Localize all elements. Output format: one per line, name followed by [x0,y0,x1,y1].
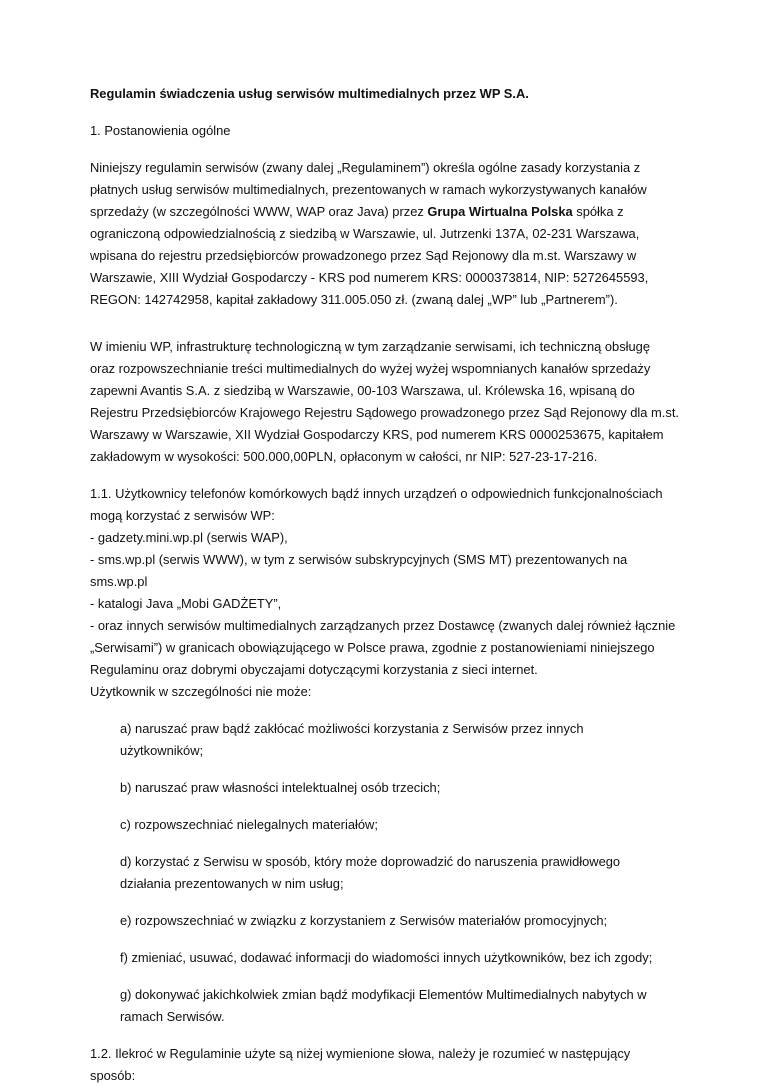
text-fragment: spółka z [572,204,624,219]
text-line: działania prezentowanych w nim usług; [120,876,344,891]
text-line: - katalogi Java „Mobi GADŻETY”, [90,596,282,611]
text-line: 1.2. Ilekroć w Regulaminie użyte są niżej wymienione słowa, należy je rozumieć w następujący [90,1046,631,1061]
text-line: - sms.wp.pl (serwis WWW), w tym z serwisów subskrypcyjnych (SMS MT) prezentowanych na [90,552,628,567]
paragraph-users [90,483,688,703]
text-line: g) dokonywać jakichkolwiek zmian bądź modyfikacji Elementów Multimedialnych nabytych w [120,987,647,1002]
list-item [120,851,688,895]
text-line: Warszawie, XIII Wydział Gospodarczy - KRS pod numerem KRS: 0000373814, NIP: 5272645593, [90,270,649,285]
list-item [120,984,688,1028]
text-line: e) rozpowszechniać w związku z korzystaniem z Serwisów materiałów promocyjnych; [120,913,608,928]
text-line: wpisana do rejestru przedsiębiorców prowadzonego przez Sąd Rejonowy dla m.st. Warszawy w [90,248,637,263]
list-item [120,777,688,799]
text-line: Warszawy w Warszawie, XII Wydział Gospodarczy KRS, pod numerem KRS 0000253675, kapitałem [90,427,664,442]
paragraph-definitions [90,1043,688,1087]
text-line: mogą korzystać z serwisów WP: [90,508,275,523]
text-line: użytkowników; [120,743,204,758]
text-line: 1.1. Użytkownicy telefonów komórkowych bądź innych urządzeń o odpowiednich funkcjonalnościach [90,486,663,501]
text-line: REGON: 142742958, kapitał zakładowy 311.005.050 zł. (zwaną dalej „WP” lub „Partnerem”). [90,292,618,307]
text-line: f) zmieniać, usuwać, dodawać informacji do wiadomości innych użytkowników, bez ich zgody; [120,950,653,965]
list-item [120,947,688,969]
text-line: b) naruszać praw własności intelektualnej osób trzecich; [120,780,441,795]
text-line [90,201,688,223]
text-line: W imieniu WP, infrastrukturę technologiczną w tym zarządzanie serwisami, ich techniczną obsługę [90,339,651,354]
text-line: Niniejszy regulamin serwisów (zwany dalej „Regulaminem”) określa ogólne zasady korzystania z [90,160,641,175]
document-title: Regulamin świadczenia usług serwisów multimedialnych przez WP S.A. [90,86,529,101]
text-line: Regulaminu oraz dobrymi obyczajami dotyczącymi korzystania z sieci internet. [90,662,538,677]
text-line: „Serwisami”) w granicach obowiązującego w Polsce prawa, zgodnie z postanowieniami niniejszego [90,640,655,655]
text-line: zapewni Avantis S.A. z siedzibą w Warszawie, 00-103 Warszawa, ul. Królewska 16, wpisaną do [90,383,635,398]
text-fragment: sprzedaży (w szczególności WWW, WAP oraz Java) przez [90,204,428,219]
list-item [120,910,688,932]
section-heading: 1. Postanowienia ogólne [90,123,231,138]
company-name: Grupa Wirtualna Polska [427,204,573,219]
text-line: ramach Serwisów. [120,1009,225,1024]
text-line: a) naruszać praw bądź zakłócać możliwości korzystania z Serwisów przez innych [120,721,584,736]
list-item [120,814,688,836]
prohibitions-list [90,718,688,1028]
text-line: sms.wp.pl [90,574,148,589]
paragraph-general-terms [90,157,688,311]
text-line: Rejestru Przedsiębiorców Krajowego Rejestru Sądowego prowadzonego przez Sąd Rejonowy dla m.st. [90,405,679,420]
text-line: - oraz innych serwisów multimedialnych zarządzanych przez Dostawcę (zwanych dalej również łącznie [90,618,676,633]
list-item [120,718,688,762]
text-line: płatnych usług serwisów multimedialnych, prezentowanych w ramach wykorzystywanych kanałów [90,182,647,197]
text-line: d) korzystać z Serwisu w sposób, który może doprowadzić do naruszenia prawidłowego [120,854,621,869]
text-line: c) rozpowszechniać nielegalnych materiałów; [120,817,378,832]
text-line: - gadzety.mini.wp.pl (serwis WAP), [90,530,288,545]
text-line: oraz rozpowszechnianie treści multimedialnych do wyżej wyżej wspomnianych kanałów sprzedaży [90,361,651,376]
paragraph-operator [90,336,688,468]
text-line: ograniczoną odpowiedzialnością z siedzibą w Warszawie, ul. Jutrzenki 137A, 02-231 Warszawa, [90,226,640,241]
text-line: Użytkownik w szczególności nie może: [90,684,312,699]
text-line: sposób: [90,1068,136,1083]
text-line: zakładowym w wysokości: 500.000,00PLN, opłaconym w całości, nr NIP: 527-23-17-216. [90,449,598,464]
